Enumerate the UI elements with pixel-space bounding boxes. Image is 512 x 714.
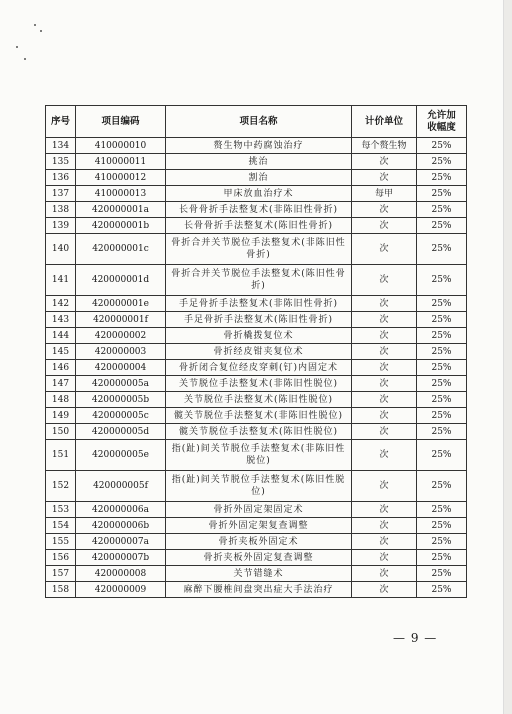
cell-name: 关节脱位手法整复术(陈旧性脱位) — [166, 392, 352, 408]
cell-rate: 25% — [417, 360, 467, 376]
cell-rate: 25% — [417, 518, 467, 534]
cell-code: 420000001c — [76, 234, 166, 265]
cell-rate: 25% — [417, 234, 467, 265]
cell-name: 长骨骨折手法整复术(非陈旧性骨折) — [166, 202, 352, 218]
cell-code: 420000003 — [76, 344, 166, 360]
cell-unit: 次 — [352, 534, 417, 550]
header-code: 项目编码 — [76, 106, 166, 138]
cell-name: 骨折外固定架固定术 — [166, 502, 352, 518]
table-row — [46, 234, 467, 265]
cell-no: 139 — [46, 218, 76, 234]
table-row — [46, 566, 467, 582]
table-row — [46, 218, 467, 234]
cell-rate: 25% — [417, 170, 467, 186]
cell-name: 骨折夹板外固定术 — [166, 534, 352, 550]
cell-unit: 次 — [352, 218, 417, 234]
cell-name: 指(趾)间关节脱位手法整复术(非陈旧性脱位) — [166, 440, 352, 471]
cell-rate: 25% — [417, 471, 467, 502]
cell-rate: 25% — [417, 566, 467, 582]
cell-rate: 25% — [417, 328, 467, 344]
cell-name: 髋关节脱位手法整复术(非陈旧性脱位) — [166, 408, 352, 424]
cell-rate: 25% — [417, 265, 467, 296]
cell-name: 关节脱位手法整复术(非陈旧性脱位) — [166, 376, 352, 392]
cell-unit: 次 — [352, 360, 417, 376]
speck — [34, 24, 36, 26]
cell-code: 420000005b — [76, 392, 166, 408]
cell-unit: 次 — [352, 376, 417, 392]
cell-no: 151 — [46, 440, 76, 471]
table-row — [46, 296, 467, 312]
table-row — [46, 202, 467, 218]
table-row — [46, 138, 467, 154]
table-row — [46, 392, 467, 408]
speck — [24, 58, 26, 60]
cell-name: 髋关节脱位手法整复术(陈旧性脱位) — [166, 424, 352, 440]
table-row — [46, 344, 467, 360]
cell-code: 410000010 — [76, 138, 166, 154]
cell-rate: 25% — [417, 392, 467, 408]
table-row — [46, 186, 467, 202]
cell-code: 410000013 — [76, 186, 166, 202]
cell-code: 420000005c — [76, 408, 166, 424]
cell-no: 138 — [46, 202, 76, 218]
cell-name: 长骨骨折手法整复术(陈旧性骨折) — [166, 218, 352, 234]
cell-rate: 25% — [417, 138, 467, 154]
cell-rate: 25% — [417, 440, 467, 471]
speck — [16, 46, 18, 48]
cell-no: 135 — [46, 154, 76, 170]
table-row — [46, 360, 467, 376]
cell-no: 145 — [46, 344, 76, 360]
table-row — [46, 424, 467, 440]
table-row — [46, 376, 467, 392]
cell-code: 420000005a — [76, 376, 166, 392]
cell-no: 136 — [46, 170, 76, 186]
cell-rate: 25% — [417, 424, 467, 440]
cell-no: 146 — [46, 360, 76, 376]
table-row — [46, 408, 467, 424]
cell-unit: 次 — [352, 502, 417, 518]
cell-no: 142 — [46, 296, 76, 312]
cell-code: 420000007a — [76, 534, 166, 550]
cell-no: 153 — [46, 502, 76, 518]
table-row — [46, 170, 467, 186]
cell-unit: 次 — [352, 170, 417, 186]
cell-unit: 次 — [352, 550, 417, 566]
cell-unit: 次 — [352, 408, 417, 424]
cell-unit: 次 — [352, 312, 417, 328]
cell-code: 420000002 — [76, 328, 166, 344]
cell-unit: 次 — [352, 566, 417, 582]
cell-rate: 25% — [417, 312, 467, 328]
cell-no: 144 — [46, 328, 76, 344]
cell-name: 骨折闭合复位经皮穿刺(钉)内固定术 — [166, 360, 352, 376]
cell-name: 割治 — [166, 170, 352, 186]
cell-rate: 25% — [417, 550, 467, 566]
header-rate: 允许加收幅度 — [417, 106, 467, 138]
fee-table — [45, 105, 467, 598]
cell-rate: 25% — [417, 502, 467, 518]
page-edge — [503, 0, 512, 714]
cell-unit: 次 — [352, 234, 417, 265]
cell-code: 420000001d — [76, 265, 166, 296]
cell-name: 挑治 — [166, 154, 352, 170]
cell-name: 麻醉下腰椎间盘突出症大手法治疗 — [166, 582, 352, 598]
cell-no: 143 — [46, 312, 76, 328]
table-row — [46, 312, 467, 328]
cell-no: 137 — [46, 186, 76, 202]
cell-unit: 次 — [352, 202, 417, 218]
page-number: — 9 — — [393, 631, 438, 645]
cell-code: 420000007b — [76, 550, 166, 566]
cell-code: 420000005f — [76, 471, 166, 502]
cell-name: 骨折合并关节脱位手法整复术(陈旧性骨折) — [166, 265, 352, 296]
cell-name: 甲床放血治疗术 — [166, 186, 352, 202]
cell-rate: 25% — [417, 376, 467, 392]
table-row — [46, 154, 467, 170]
table-row — [46, 502, 467, 518]
cell-unit: 每甲 — [352, 186, 417, 202]
cell-unit: 次 — [352, 392, 417, 408]
cell-name: 关节错缝术 — [166, 566, 352, 582]
cell-unit: 次 — [352, 328, 417, 344]
cell-rate: 25% — [417, 186, 467, 202]
cell-no: 140 — [46, 234, 76, 265]
cell-rate: 25% — [417, 582, 467, 598]
cell-name: 骨折经皮钳夹复位术 — [166, 344, 352, 360]
cell-no: 155 — [46, 534, 76, 550]
table-row — [46, 265, 467, 296]
table-row — [46, 328, 467, 344]
cell-code: 420000006a — [76, 502, 166, 518]
table-row — [46, 518, 467, 534]
cell-no: 141 — [46, 265, 76, 296]
cell-unit: 次 — [352, 344, 417, 360]
cell-rate: 25% — [417, 202, 467, 218]
cell-unit: 每个赘生物 — [352, 138, 417, 154]
table-row — [46, 440, 467, 471]
table-row — [46, 534, 467, 550]
cell-name: 骨折夹板外固定复查调整 — [166, 550, 352, 566]
cell-code: 420000001b — [76, 218, 166, 234]
cell-rate: 25% — [417, 218, 467, 234]
table-header-row — [46, 106, 467, 138]
cell-no: 147 — [46, 376, 76, 392]
cell-unit: 次 — [352, 154, 417, 170]
cell-name: 手足骨折手法整复术(陈旧性骨折) — [166, 312, 352, 328]
cell-code: 420000001e — [76, 296, 166, 312]
cell-name: 骨折外固定架复查调整 — [166, 518, 352, 534]
table-row — [46, 471, 467, 502]
cell-code: 420000001a — [76, 202, 166, 218]
speck — [40, 30, 42, 32]
cell-code: 420000004 — [76, 360, 166, 376]
cell-no: 154 — [46, 518, 76, 534]
cell-name: 骨折橇拨复位术 — [166, 328, 352, 344]
scan-specks — [14, 18, 54, 68]
table-row — [46, 582, 467, 598]
table-body — [46, 138, 467, 598]
header-no: 序号 — [46, 106, 76, 138]
cell-name: 赘生物中药腐蚀治疗 — [166, 138, 352, 154]
cell-code: 420000005d — [76, 424, 166, 440]
cell-code: 420000008 — [76, 566, 166, 582]
cell-no: 148 — [46, 392, 76, 408]
cell-code: 410000011 — [76, 154, 166, 170]
cell-code: 420000009 — [76, 582, 166, 598]
cell-name: 手足骨折手法整复术(非陈旧性骨折) — [166, 296, 352, 312]
cell-no: 152 — [46, 471, 76, 502]
cell-code: 420000006b — [76, 518, 166, 534]
cell-code: 410000012 — [76, 170, 166, 186]
cell-no: 134 — [46, 138, 76, 154]
cell-code: 420000001f — [76, 312, 166, 328]
cell-unit: 次 — [352, 582, 417, 598]
cell-no: 158 — [46, 582, 76, 598]
cell-code: 420000005e — [76, 440, 166, 471]
header-name: 项目名称 — [166, 106, 352, 138]
cell-no: 156 — [46, 550, 76, 566]
cell-name: 骨折合并关节脱位手法整复术(非陈旧性骨折) — [166, 234, 352, 265]
cell-rate: 25% — [417, 296, 467, 312]
cell-no: 149 — [46, 408, 76, 424]
cell-unit: 次 — [352, 471, 417, 502]
cell-unit: 次 — [352, 296, 417, 312]
cell-unit: 次 — [352, 265, 417, 296]
header-unit: 计价单位 — [352, 106, 417, 138]
cell-rate: 25% — [417, 408, 467, 424]
cell-no: 150 — [46, 424, 76, 440]
cell-unit: 次 — [352, 518, 417, 534]
cell-no: 157 — [46, 566, 76, 582]
cell-unit: 次 — [352, 424, 417, 440]
cell-rate: 25% — [417, 344, 467, 360]
table-row — [46, 550, 467, 566]
cell-name: 指(趾)间关节脱位手法整复术(陈旧性脱位) — [166, 471, 352, 502]
cell-rate: 25% — [417, 534, 467, 550]
cell-unit: 次 — [352, 440, 417, 471]
cell-rate: 25% — [417, 154, 467, 170]
